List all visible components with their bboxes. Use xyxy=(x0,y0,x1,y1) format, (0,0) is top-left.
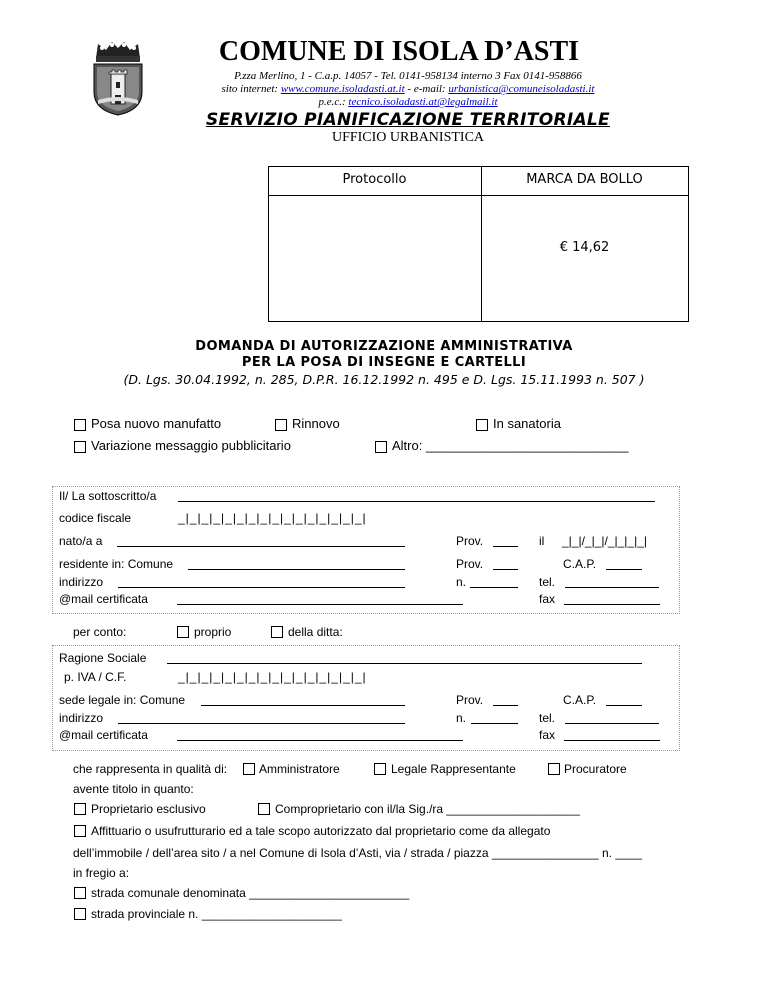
provincial-road-label: strada provinciale n. _____________________ xyxy=(91,907,342,921)
checkbox-attorney[interactable] xyxy=(548,763,560,775)
checkbox-sanatoria[interactable] xyxy=(476,419,488,431)
birth-prov-field[interactable] xyxy=(493,546,518,547)
company-address-field[interactable] xyxy=(118,723,405,724)
vat-field[interactable]: _|_|_|_|_|_|_|_|_|_|_|_|_|_|_|_| xyxy=(178,670,367,684)
company-phone-label: tel. xyxy=(539,711,556,725)
checkbox-new-installation[interactable] xyxy=(74,419,86,431)
company-name-field[interactable] xyxy=(167,663,642,664)
role-label: che rappresenta in qualità di: xyxy=(73,762,228,776)
tax-code-label: codice fiscale xyxy=(59,511,132,525)
checkbox-message-variation[interactable] xyxy=(74,441,86,453)
protocol-label: Protocollo xyxy=(342,172,407,187)
frontage-label: in fregio a: xyxy=(73,866,130,880)
tax-code-field[interactable]: _|_|_|_|_|_|_|_|_|_|_|_|_|_|_|_| xyxy=(178,511,367,525)
phone-field[interactable] xyxy=(565,587,659,588)
birth-prov-label: Prov. xyxy=(456,534,484,548)
company-cap-label: C.A.P. xyxy=(563,693,597,707)
own-behalf-label: proprio xyxy=(194,625,232,639)
legal-representative-label: Legale Rappresentante xyxy=(391,762,516,776)
company-fax-label: fax xyxy=(539,728,556,742)
birth-date-field[interactable]: _|_|/_|_|/_|_|_|_| xyxy=(562,534,647,548)
document-title-line-2: PER LA POSA DI INSEGNE E CARTELLI xyxy=(241,355,527,370)
fax-field[interactable] xyxy=(564,604,660,605)
checkbox-sole-owner[interactable] xyxy=(74,803,86,815)
site-prefix: sito internet: xyxy=(221,83,281,95)
attorney-label: Procuratore xyxy=(564,762,627,776)
street-number-label: n. xyxy=(456,575,467,589)
option-other-label: Altro: ____________________________ xyxy=(392,438,629,453)
service-name: SERVIZIO PIANIFICAZIONE TERRITORIALE xyxy=(206,110,610,130)
email-prefix: - e-mail: xyxy=(404,83,449,95)
checkbox-provincial-road[interactable] xyxy=(74,908,86,920)
company-behalf-label: della ditta: xyxy=(288,625,343,639)
street-number-field[interactable] xyxy=(470,587,518,588)
vat-label: p. IVA / C.F. xyxy=(64,670,127,684)
pec-prefix: p.e.c.: xyxy=(318,96,349,108)
registered-office-field[interactable] xyxy=(201,705,405,706)
company-phone-field[interactable] xyxy=(565,723,659,724)
company-pec-field[interactable] xyxy=(177,740,463,741)
birth-date-label: il xyxy=(539,534,545,548)
checkbox-company[interactable] xyxy=(271,626,283,638)
administrator-label: Amministratore xyxy=(259,762,340,776)
checkbox-municipal-road[interactable] xyxy=(74,887,86,899)
checkbox-own-behalf[interactable] xyxy=(177,626,189,638)
residence-prov-field[interactable] xyxy=(493,569,518,570)
page-title: COMUNE DI ISOLA D’ASTI xyxy=(218,36,580,67)
checkbox-co-owner[interactable] xyxy=(258,803,270,815)
revenue-stamp-amount: € 14,62 xyxy=(559,240,610,255)
company-number-label: n. xyxy=(456,711,467,725)
tenant-label: Affittuario o usufrutturario ed a tale scopo autorizzato dal proprietario come da allegato xyxy=(91,824,551,838)
checkbox-administrator[interactable] xyxy=(243,763,255,775)
birthplace-label: nato/a a xyxy=(59,534,103,548)
office-name: UFFICIO URBANISTICA xyxy=(331,130,485,145)
entitlement-label: avente titolo in quanto: xyxy=(73,782,194,796)
website-link[interactable]: www.comune.isoladasti.at.it xyxy=(280,83,405,95)
residence-prov-label: Prov. xyxy=(456,557,484,571)
co-owner-label: Comproprietario con il/la Sig./ra ____________________ xyxy=(275,802,580,816)
option-message-variation-label: Variazione messaggio pubblicitario xyxy=(91,438,291,453)
sole-owner-label: Proprietario esclusivo xyxy=(91,802,206,816)
applicant-name-field[interactable] xyxy=(178,501,655,502)
phone-label: tel. xyxy=(539,575,556,589)
residence-cap-field[interactable] xyxy=(606,569,642,570)
pec-email-field[interactable] xyxy=(177,604,463,605)
option-sanatoria-label: In sanatoria xyxy=(493,416,561,431)
company-pec-label: @mail certificata xyxy=(59,728,148,742)
fax-label: fax xyxy=(539,592,556,606)
option-renewal-label: Rinnovo xyxy=(292,416,340,431)
office-address: P.zza Merlino, 1 - C.a.p. 14057 - Tel. 0141-958134 interno 3 Fax 0141-958866 xyxy=(234,70,582,82)
registered-office-label: sede legale in: Comune xyxy=(59,693,186,707)
checkbox-renewal[interactable] xyxy=(275,419,287,431)
legal-references: (D. Lgs. 30.04.1992, n. 285, D.P.R. 16.12.1992 n. 495 e D. Lgs. 15.11.1993 n. 507 ) xyxy=(123,372,645,387)
on-behalf-label: per conto: xyxy=(73,625,127,639)
address-field[interactable] xyxy=(118,587,405,588)
company-cap-field[interactable] xyxy=(606,705,642,706)
company-fax-field[interactable] xyxy=(564,740,660,741)
option-new-installation-label: Posa nuovo manufatto xyxy=(91,416,222,431)
checkbox-other[interactable] xyxy=(375,441,387,453)
checkbox-tenant[interactable] xyxy=(74,825,86,837)
address-label: indirizzo xyxy=(59,575,104,589)
company-address-label: indirizzo xyxy=(59,711,104,725)
checkbox-legal-representative[interactable] xyxy=(374,763,386,775)
property-location: dell’immobile / dell’area sito / a nel Comune di Isola d’Asti, via / strada / piazza ________________ n. ____ xyxy=(73,846,643,860)
document-title-line-1: DOMANDA DI AUTORIZZAZIONE AMMINISTRATIVA xyxy=(195,339,573,354)
email-link[interactable]: urbanistica@comuneisoladasti.it xyxy=(448,83,595,95)
residence-field[interactable] xyxy=(188,569,405,570)
residence-label: residente in: Comune xyxy=(59,557,174,571)
residence-cap-label: C.A.P. xyxy=(563,557,597,571)
company-name-label: Ragione Sociale xyxy=(59,651,147,665)
company-prov-label: Prov. xyxy=(456,693,484,707)
company-number-field[interactable] xyxy=(471,723,518,724)
contact-line xyxy=(0,83,768,95)
pec-email-label: @mail certificata xyxy=(59,592,148,606)
revenue-stamp-label: MARCA DA BOLLO xyxy=(526,172,643,187)
pec-link[interactable]: tecnico.isoladasti.at@legalmail.it xyxy=(348,96,498,108)
company-prov-field[interactable] xyxy=(493,705,518,706)
pec-line xyxy=(0,96,768,108)
applicant-name-label: Il/ La sottoscritto/a xyxy=(59,489,157,503)
birthplace-field[interactable] xyxy=(117,546,405,547)
municipal-road-label: strada comunale denominata ________________________ xyxy=(91,886,410,900)
